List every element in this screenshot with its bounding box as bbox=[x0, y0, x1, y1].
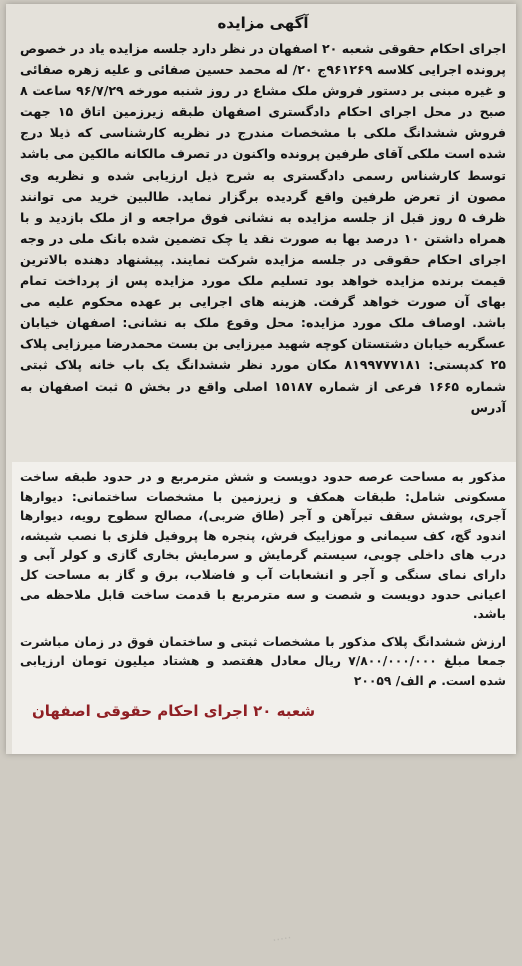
issuer-signature: شعبه ۲۰ اجرای احکام حقوقی اصفهان bbox=[32, 702, 316, 720]
watermark: ····· bbox=[271, 930, 293, 948]
notice-valuation: ارزش ششدانگ پلاک مذکور با مشخصات ثبتی و ساختمان فوق در زمان مباشرت جمعا مبلغ ۷/۸۰۰/۰۰۰/۰۰۰ ریال معادل هفتصد و هشتاد میلیون تومان ارزیابی شده است. م الف/ ۲۰۰۵۹ bbox=[20, 634, 507, 688]
notice-title: آگهی مزایده bbox=[217, 14, 309, 32]
newspaper-clipping bbox=[6, 4, 516, 948]
notice-column bbox=[20, 4, 506, 418]
notice-body-upper: اجرای احکام حقوقی شعبه ۲۰ اصفهان در نظر دارد جلسه مزایده یاد در خصوص پرونده اجرایی کلاسه ۹۶۱۲۶۹ج ۲۰/ له محمد حسین صفائی و علیه زهره صفائی و غیره مبنی بر دستور فروش ملک مشاع در روز شنبه مورخه ۹۶/۷/۲۹ ساعت ۸ صبح در محل اجرای احکام دادگستری اصفهان طبقه زیرزمین اتاق ۱۵ جهت فروش ششدانگ ملکی با مشخصات مندرج در نظریه کارشناسی که ذیلا درج شده است ملکی آقای طرفین پرونده واکنون در تصرف مالکانه مالکین می باشد توسط کارشناس رسمی دادگستری به شرح ذیل ارزیابی شده و نظریه وی مصون از تعرض طرفین واقع گردیده برگزار نماید. طالبین خرید می توانند ظرف ۵ روز قبل از جلسه مزایده به نشانی فوق مراجعه و از ملک بازدید و با همراه داشتن ۱۰ درصد بها به صورت نقد یا چک تضمین شده بانک ملی در وجه اجرای احکام حقوقی در جلسه مزایده شرکت نمایند. پیشنهاد دهنده بالاترین قیمت برنده مزایده خواهد بود تسلیم ملک مورد مزایده پس از پرداخت تمام بهای آن صورت خواهد گرفت. هزینه های اجرایی بر عهده محکوم علیه می باشد. اوصاف ملک مورد مزایده: محل وقوع ملک به نشانی: اصفهان خیابان عسگریه خیابان دشتستان کوچه شهید میرزایی بن بست محمدرضا میرزایی پلاک ۲۵ کدپستی: ۸۱۹۹۷۷۷۱۸۱ مکان مورد نظر ششدانگ یک باب خانه پلاک ثبتی شماره ۱۶۶۵ فرعی از شماره ۱۵۱۸۷ اصلی واقع در بخش ۵ ثبت اصفهان به آدرس bbox=[20, 41, 507, 415]
notice-body-lower: مذکور به مساحت عرصه حدود دویست و شش مترمربع و در حدود طبقه ساخت مسکونی شامل: طبقات همکف و زیرزمین با مشخصات ساختمانی: دیوارها آجری، پوشش سقف تیرآهن و آجر (طاق ضربی)، مصالح سطوح رویه، دیوارها اندود گچ، کف سیمانی و موزاییک فرش، پنجره ها پروفیل فلزی با نصب شیشه، درب های داخلی چوبی، سیستم گرمایش و سرمایش بخاری گازی و کولر آبی و دارای نمای سنگی و آجر و انشعابات آب و فاضلاب، برق و گاز به مساحت کل اعیانی حدود دویست و شصت و سه مترمربع با قدمت ساخت قابل ملاحظه می باشد. bbox=[20, 470, 506, 622]
